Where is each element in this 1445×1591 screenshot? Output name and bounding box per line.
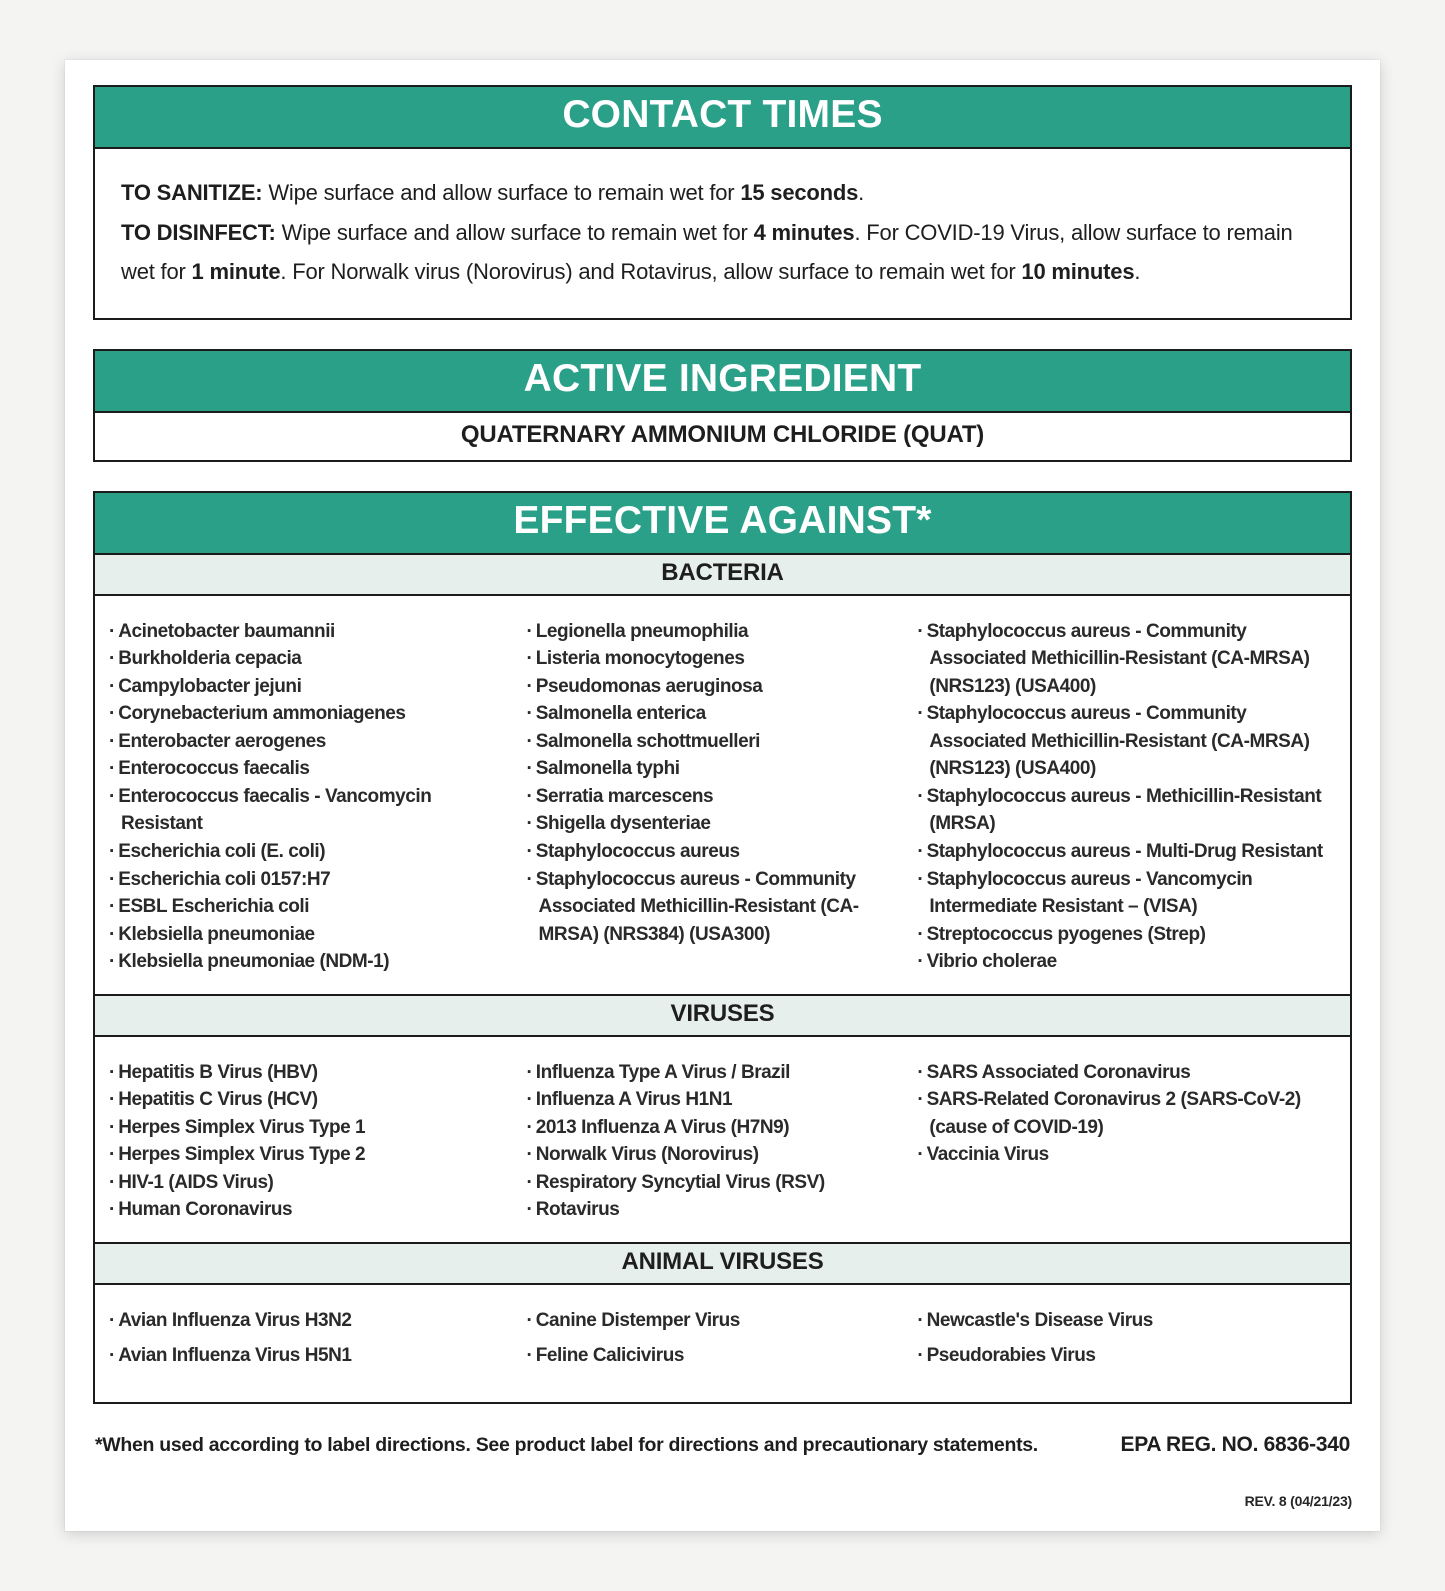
list-item: · Escherichia coli 0157:H7: [109, 866, 511, 894]
active-ingredient-section: [93, 349, 1352, 462]
list-item: · Campylobacter jejuni: [109, 673, 511, 701]
list-item: · Legionella pneumophilia: [527, 618, 902, 646]
list-item: · Hepatitis B Virus (HBV): [109, 1059, 511, 1087]
list-item: · Avian Influenza Virus H3N2: [109, 1307, 511, 1335]
list-item: · Salmonella schottmuelleri: [527, 728, 902, 756]
list-item: · Staphylococcus aureus - Community Associated Methicillin-Resistant (CA-MRSA) (NRS123) (USA400): [917, 618, 1338, 701]
list-item: · Enterobacter aerogenes: [109, 728, 511, 756]
animal-viruses-columns: [95, 1285, 1350, 1402]
text-run: . For Norwalk virus (Norovirus) and Rotavirus, allow surface to remain wet for: [280, 259, 1022, 285]
list-item: · 2013 Influenza A Virus (H7N9): [527, 1114, 902, 1142]
list-item: · Klebsiella pneumoniae (NDM-1): [109, 948, 511, 976]
contact-times-section: [93, 85, 1352, 320]
list-item: · HIV-1 (AIDS Virus): [109, 1169, 511, 1197]
list-item: · Listeria monocytogenes: [527, 645, 902, 673]
text-run: 10 minutes: [1021, 259, 1135, 285]
list-item: · Enterococcus faecalis - Vancomycin Resistant: [109, 783, 511, 838]
list-item: · Avian Influenza Virus H5N1: [109, 1342, 511, 1370]
footer-row: [93, 1433, 1352, 1457]
list-item: · Staphylococcus aureus - Community Associated Methicillin-Resistant (CA-MRSA) (NRS123) (USA400): [917, 700, 1338, 783]
animal-viruses-column-1: [109, 1307, 511, 1376]
text-run: . For COVID-19 Virus, allow surface to remain wet for: [121, 219, 1293, 285]
list-item: · Pseudomonas aeruginosa: [527, 673, 902, 701]
viruses-column-2: [527, 1059, 902, 1224]
active-ingredient-header: ACTIVE INGREDIENT: [95, 351, 1350, 413]
list-item: · Vibrio cholerae: [917, 948, 1338, 976]
bacteria-columns: [95, 596, 1350, 994]
active-ingredient-value: QUATERNARY AMMONIUM CHLORIDE (QUAT): [460, 420, 985, 448]
list-item: · Klebsiella pneumoniae: [109, 921, 511, 949]
bacteria-subheader: BACTERIA: [95, 553, 1350, 596]
text-run: Wipe surface and allow surface to remain wet for: [262, 179, 741, 205]
list-item: · Staphylococcus aureus - Multi-Drug Resistant: [917, 838, 1338, 866]
disinfect-instructions: [121, 213, 1324, 292]
viruses-subheader: VIRUSES: [95, 994, 1350, 1037]
text-run: .: [1134, 259, 1141, 285]
list-item: · Serratia marcescens: [527, 783, 902, 811]
list-item: · Staphylococcus aureus - Community Associated Methicillin-Resistant (CA-MRSA) (NRS384) (USA300): [527, 866, 902, 949]
list-item: · Escherichia coli (E. coli): [109, 838, 511, 866]
animal-viruses-subheader: ANIMAL VIRUSES: [95, 1242, 1350, 1285]
list-item: · Norwalk Virus (Norovirus): [527, 1141, 902, 1169]
list-item: · Corynebacterium ammoniagenes: [109, 700, 511, 728]
text-run: TO SANITIZE:: [121, 179, 263, 205]
list-item: · Herpes Simplex Virus Type 1: [109, 1114, 511, 1142]
list-item: · Feline Calicivirus: [527, 1342, 902, 1370]
list-item: · SARS Associated Coronavirus: [917, 1059, 1338, 1087]
list-item: · Respiratory Syncytial Virus (RSV): [527, 1169, 902, 1197]
revision-text: REV. 8 (04/21/23): [1244, 1493, 1352, 1510]
list-item: · Rotavirus: [527, 1196, 902, 1224]
list-item: · Salmonella typhi: [527, 755, 902, 783]
text-run: .: [858, 179, 865, 205]
sanitize-instructions: [121, 173, 1324, 213]
list-item: · ESBL Escherichia coli: [109, 893, 511, 921]
list-item: · Shigella dysenteriae: [527, 810, 902, 838]
bacteria-column-2: [527, 618, 902, 976]
list-item: · Human Coronavirus: [109, 1196, 511, 1224]
contact-times-header: CONTACT TIMES: [95, 87, 1350, 149]
list-item: · Herpes Simplex Virus Type 2: [109, 1141, 511, 1169]
list-item: · Salmonella enterica: [527, 700, 902, 728]
text-run: 15 seconds: [740, 179, 859, 205]
bacteria-column-1: [109, 618, 511, 976]
animal-viruses-column-3: [917, 1307, 1338, 1376]
list-item: · SARS-Related Coronavirus 2 (SARS-CoV-2) (cause of COVID-19): [917, 1086, 1338, 1141]
list-item: · Influenza Type A Virus / Brazil: [527, 1059, 902, 1087]
viruses-column-1: [109, 1059, 511, 1224]
footnote-text: *When used according to label directions. See product label for directions and precautionary statements.: [95, 1434, 1038, 1457]
list-item: · Vaccinia Virus: [917, 1141, 1338, 1169]
list-item: · Staphylococcus aureus - Methicillin-Resistant (MRSA): [917, 783, 1338, 838]
list-item: · Influenza A Virus H1N1: [527, 1086, 902, 1114]
effective-against-header: EFFECTIVE AGAINST*: [95, 493, 1350, 553]
viruses-columns: [95, 1037, 1350, 1242]
text-run: 1 minute: [191, 259, 281, 285]
effective-against-section: [93, 491, 1352, 1404]
list-item: · Pseudorabies Virus: [917, 1342, 1338, 1370]
label-page: [65, 60, 1380, 1531]
animal-viruses-column-2: [527, 1307, 902, 1376]
bacteria-column-3: [917, 618, 1338, 976]
list-item: · Staphylococcus aureus: [527, 838, 902, 866]
list-item: · Enterococcus faecalis: [109, 755, 511, 783]
epa-reg-number: EPA REG. NO. 6836-340: [1120, 1433, 1350, 1457]
viruses-column-3: [917, 1059, 1338, 1224]
list-item: · Acinetobacter baumannii: [109, 618, 511, 646]
text-run: Wipe surface and allow surface to remain wet for: [275, 219, 754, 245]
list-item: · Staphylococcus aureus - Vancomycin Intermediate Resistant – (VISA): [917, 866, 1338, 921]
list-item: · Streptococcus pyogenes (Strep): [917, 921, 1338, 949]
list-item: · Burkholderia cepacia: [109, 645, 511, 673]
list-item: · Hepatitis C Virus (HCV): [109, 1086, 511, 1114]
list-item: · Canine Distemper Virus: [527, 1307, 902, 1335]
contact-times-body: [95, 149, 1350, 318]
text-run: TO DISINFECT:: [121, 219, 276, 245]
text-run: 4 minutes: [753, 219, 855, 245]
list-item: · Newcastle's Disease Virus: [917, 1307, 1338, 1335]
